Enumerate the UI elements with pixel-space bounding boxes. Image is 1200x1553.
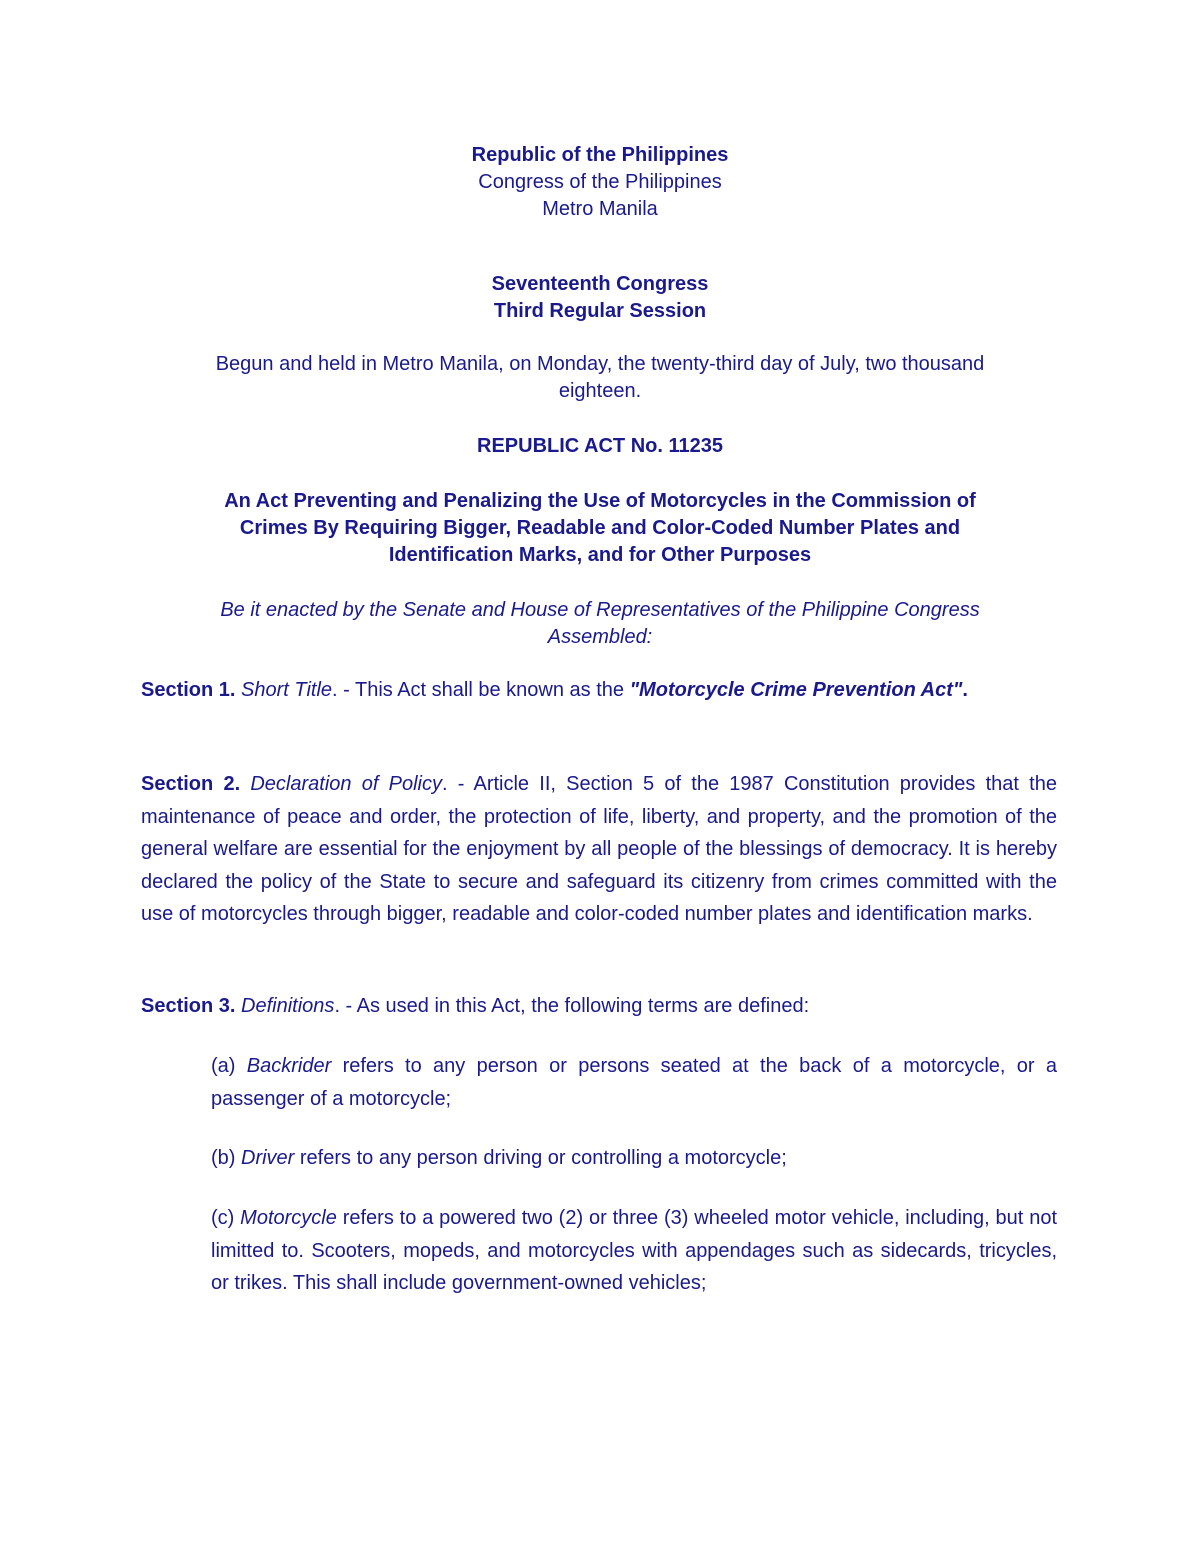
section-1-end: . <box>962 679 968 701</box>
section-1-text: . - This Act shall be known as the <box>332 679 630 701</box>
definition-c-term: Motorcycle <box>240 1207 337 1229</box>
section-2-body: . - Article II, Section 5 of the 1987 Constitution provides that the maintenance of peace and order, the protection of life, liberty, and property, and the promotion of the general welfare are essential for the enjoyment by all people of the blessings of democracy. It is hereby declared the policy of the State to secure and safeguard its citizenry from crimes committed with the use of motorcycles through bigger, readable and color-coded number plates and identification marks. <box>141 773 1057 925</box>
republic-heading: Republic of the Philippines <box>471 144 729 166</box>
section-2 <box>141 768 1057 931</box>
congress-number: Seventeenth Congress <box>491 273 709 295</box>
session-name: Third Regular Session <box>493 300 707 322</box>
section-3 <box>141 990 1057 1023</box>
definition-a-term: Backrider <box>246 1055 332 1077</box>
section-3-heading: Definitions <box>241 995 335 1017</box>
begun-line-1: Begun and held in Metro Manila, on Monday, the twenty-third day of July, two thousand <box>215 353 985 375</box>
congress-heading: Congress of the Philippines <box>478 171 722 193</box>
section-1 <box>141 674 1057 707</box>
act-title <box>140 488 1060 569</box>
document-header <box>140 142 1060 223</box>
definition-c-marker: (c) <box>211 1207 241 1229</box>
section-2-heading: Declaration of Policy <box>250 773 442 795</box>
definition-driver <box>211 1142 1057 1175</box>
begun-line-2: eighteen. <box>558 380 642 402</box>
definition-b-text: refers to any person driving or controlling a motorcycle; <box>294 1147 787 1169</box>
enacting-line-1: Be it enacted by the Senate and House of Representatives of the Philippine Congress <box>220 599 980 621</box>
enacting-line-2: Assembled: <box>547 626 653 648</box>
location-heading: Metro Manila <box>542 198 658 220</box>
section-1-label: Section 1. <box>141 679 236 701</box>
definition-backrider <box>211 1050 1057 1115</box>
act-number: REPUBLIC ACT No. 11235 <box>477 435 723 457</box>
definition-motorcycle <box>211 1202 1057 1300</box>
act-title-line-2: Crimes By Requiring Bigger, Readable and Color-Coded Number Plates and <box>239 517 961 539</box>
definition-b-term: Driver <box>241 1147 295 1169</box>
definition-a-text: refers to any person or persons seated at the back of a motorcycle, or a passenger of a motorcycle; <box>211 1055 1058 1110</box>
section-3-body: . - As used in this Act, the following terms are defined: <box>334 995 810 1017</box>
definition-b-marker: (b) <box>211 1147 241 1169</box>
enacting-clause <box>140 597 1060 651</box>
begun-statement <box>140 351 1060 405</box>
act-title-line-3: Identification Marks, and for Other Purposes <box>388 544 812 566</box>
section-1-heading: Short Title <box>241 679 333 701</box>
definition-c-text: refers to a powered two (2) or three (3) wheeled motor vehicle, including, but not limitted to. Scooters, mopeds, and motorcycles with appendages such as sidecards, tricycles, or trikes. This shall include government-owned vehicles; <box>211 1207 1057 1294</box>
section-3-label: Section 3. <box>141 995 236 1017</box>
session-header <box>140 271 1060 325</box>
section-2-label: Section 2. <box>141 773 241 795</box>
act-title-line-1: An Act Preventing and Penalizing the Use of Motorcycles in the Commission of <box>224 490 976 512</box>
section-1-act-name: "Motorcycle Crime Prevention Act" <box>629 679 963 701</box>
definition-a-marker: (a) <box>211 1055 247 1077</box>
